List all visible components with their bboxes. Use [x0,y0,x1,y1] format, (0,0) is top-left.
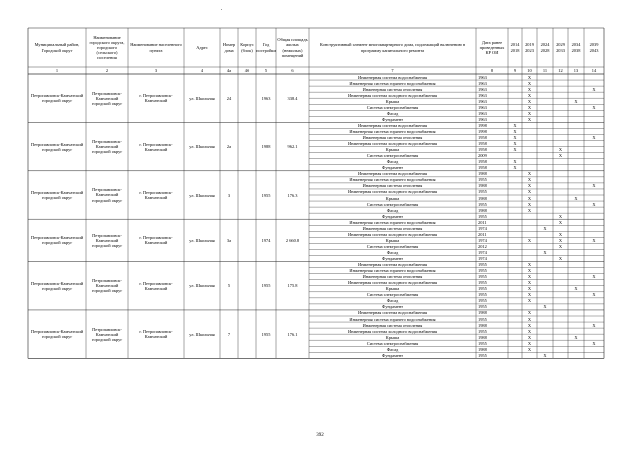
previous-repair-date: 1963 [478,92,487,98]
structural-element: Инженерная система холодного водоснабжения [347,92,438,98]
period-mark: X [527,274,532,280]
structural-element: Инженерная система холодного водоснабжения [347,189,438,195]
previous-repair-date: 1958 [478,159,487,165]
column-number: 10 [527,68,532,73]
previous-repair-date: 1988 [478,171,487,177]
structural-element: Инженерная система горячего водоснабжения [349,219,436,225]
period-mark: X [527,189,532,195]
previous-repair-date: 2011 [478,231,487,237]
floor-area: 2 660.8 [285,237,300,243]
structural-element: Система электроснабжения [366,243,419,249]
period-mark: X [592,292,596,298]
structural-element: Фундамент [381,352,404,358]
period-mark: X [558,256,563,262]
previous-repair-date: 1963 [478,110,487,116]
period-mark: X [527,310,532,316]
settlement-name: Петропавловск-Камчатский городской округ [91,278,123,294]
street-address: ул. Школьная [189,95,215,101]
period-mark: X [527,340,532,346]
structural-element: Фасад [386,298,399,304]
structural-element: Крыша [385,286,400,292]
previous-repair-date: 1974 [478,249,487,255]
previous-repair-date: 1963 [478,74,487,80]
period-mark: X [527,98,532,104]
settlement-name: Петропавловск-Камчатский городской округ [91,187,123,203]
period-mark: X [527,80,532,86]
column-number: 3 [154,68,158,73]
locality-name: г. Петропавловск-Камчатский [139,93,173,104]
structural-element: Фасад [386,110,399,116]
locality-name: г. Петропавловск-Камчатский [139,329,173,340]
previous-repair-date: 2009 [478,153,487,159]
period-mark: X [592,86,596,92]
previous-repair-date: 1955 [478,286,487,292]
period-mark: X [513,122,517,128]
period-mark: X [527,322,532,328]
previous-repair-date: 1998 [478,128,487,134]
structural-element: Фундамент [381,256,404,262]
column-number: 2 [105,68,109,73]
previous-repair-date: 1958 [478,135,487,141]
previous-repair-date: 1955 [478,316,487,322]
period-mark: X [592,104,596,110]
structural-element: Система электроснабжения [366,153,419,159]
period-mark: X [513,141,517,147]
structural-element: Инженерная система холодного водоснабжения [347,328,438,334]
structural-element: Фундамент [381,213,404,219]
period-mark: X [592,322,596,328]
period-mark: X [574,195,578,201]
structural-element: Система электроснабжения [366,340,419,346]
column-number: 11 [542,68,548,73]
structural-element: Система электроснабжения [366,104,419,110]
previous-repair-date: 1955 [478,262,487,268]
locality-name: г. Петропавловск-Камчатский [139,235,173,246]
period-mark: X [527,104,532,110]
previous-repair-date: 1958 [478,141,487,147]
previous-repair-date: 1955 [478,298,487,304]
period-mark: X [527,334,532,340]
build-year: 1974 [261,237,271,243]
district-name: Петропавловск-Камчатский городской округ [30,141,84,152]
period-mark: X [543,304,547,310]
previous-repair-date: 1963 [478,104,487,110]
previous-repair-date: 1955 [478,201,487,207]
column-header: Адрес [196,44,208,50]
period-mark: X [527,183,532,189]
previous-repair-date: 1963 [478,98,487,104]
structural-element: Инженерная система отопления [362,274,423,280]
column-number: 7 [391,68,394,73]
column-header: 2034 2038 [571,42,581,53]
period-mark: X [527,116,532,122]
previous-repair-date: 1958 [478,147,487,153]
previous-repair-date: 1988 [478,310,487,316]
floor-area: 962.1 [287,144,298,150]
structural-element: Инженерная система холодного водоснабжения [347,141,438,147]
structural-element: Инженерная система холодного водоснабжения [347,231,438,237]
column-header: Наименование городского округа, городского (сельского) поселения [89,34,125,61]
period-mark: X [527,346,532,352]
build-year: 1955 [261,192,271,198]
period-mark: X [592,340,596,346]
house-number: 24 [226,95,232,101]
page-number: 392 [316,433,324,438]
column-number: 14 [591,68,597,73]
district-name: Петропавловск-Камчатский городской округ [30,235,84,246]
previous-repair-date: 1988 [478,334,487,340]
period-mark: X [592,135,596,141]
period-mark: X [592,201,596,207]
column-header: 2019 2023 [525,42,534,53]
previous-repair-date: 1998 [478,122,487,128]
previous-repair-date: 1955 [478,189,487,195]
column-header: Наименование населенного пункта [130,42,182,53]
structural-element: Инженерная система горячего водоснабжения [349,268,436,274]
period-mark: X [527,237,532,243]
previous-repair-date: 1955 [478,340,487,346]
period-mark: X [527,268,532,274]
house-number: 5 [227,283,231,289]
column-number: 6 [291,68,294,73]
structural-element: Инженерная система горячего водоснабжения [349,128,436,134]
previous-repair-date: 1955 [478,213,487,219]
structural-element: Инженерная система водоснабжения [358,262,427,268]
column-header: Год постройки [256,42,276,53]
period-mark: X [527,171,532,177]
period-mark: X [543,249,547,255]
house-number: 7 [227,331,231,337]
structural-element: Крыша [385,334,400,340]
previous-repair-date: 1988 [478,322,487,328]
structural-element: Система электроснабжения [366,201,419,207]
structural-element: Инженерная система водоснабжения [358,310,427,316]
structural-element: Крыша [385,195,400,201]
period-mark: X [527,292,532,298]
period-mark: X [513,147,517,153]
structural-element: Инженерная система холодного водоснабжения [347,280,438,286]
structural-element: Инженерная система отопления [362,135,423,141]
structural-element: Инженерная система отопления [362,322,423,328]
house-number: 3 [227,192,231,198]
structural-element: Крыша [385,147,400,153]
structural-element: Фасад [386,249,399,255]
column-number: 4б [244,68,250,73]
column-number: 13 [573,68,579,73]
structural-element: Инженерная система водоснабжения [358,74,427,80]
period-mark: X [558,243,563,249]
structural-element: Фасад [386,346,399,352]
period-mark: X [527,86,532,92]
structural-element: Инженерная система горячего водоснабжения [349,316,436,322]
settlement-name: Петропавловск-Камчатский городской округ [91,138,123,155]
period-mark: X [527,262,532,268]
previous-repair-date: 2011 [478,219,487,225]
column-header: Конструктивный элемент многоквартирного дома, подлежащий включению в программу капитального ремонта [319,42,466,53]
period-mark: X [513,128,517,134]
period-mark: X [558,153,563,159]
period-mark: X [527,201,532,207]
street-address: ул. Школьная [189,192,215,198]
previous-repair-date: 1988 [478,195,487,201]
settlement-name: Петропавловск-Камчатский городской округ [91,90,123,106]
previous-repair-date: 1955 [478,280,487,286]
period-mark: X [527,177,532,183]
locality-name: г. Петропавловск-Камчатский [139,141,173,152]
column-header: 2024 2028 [540,42,550,53]
column-header: Общая площадь жилых (нежилых) помещений [277,37,308,58]
previous-repair-date: 1974 [478,237,487,243]
column-header: Номер дома [222,42,236,53]
street-address: ул. Школьная [189,283,215,289]
locality-name: г. Петропавловск-Камчатский [139,280,173,291]
period-mark: X [558,213,563,219]
period-mark: X [592,274,596,280]
period-mark: X [527,110,532,116]
locality-name: г. Петропавловск-Камчатский [139,189,173,200]
previous-repair-date: 2012 [478,243,487,249]
district-name: Петропавловск-Камчатский городской округ [30,280,84,291]
column-header: 2014 2018 [510,42,520,53]
period-mark: X [527,286,532,292]
house-number: 3а [226,237,232,243]
period-mark: X [574,334,578,340]
column-number: 8 [490,68,494,73]
period-mark: X [527,207,532,213]
previous-repair-date: 1988 [478,183,487,189]
column-header: 2029 2033 [556,42,565,53]
period-mark: X [527,195,532,201]
period-mark: X [558,219,563,225]
structural-element: Инженерная система отопления [362,183,423,189]
structural-element: Инженерная система водоснабжения [358,122,427,128]
period-mark: X [558,237,563,243]
build-year: 1988 [261,144,271,150]
period-mark: X [527,92,532,98]
previous-repair-date: 1974 [478,256,487,262]
period-mark: X [527,280,532,286]
previous-repair-date: 1974 [478,225,487,231]
previous-repair-date: 1955 [478,274,487,280]
structural-element: Инженерная система горячего водоснабжения [349,177,436,183]
structural-element: Система электроснабжения [366,292,419,298]
street-address: ул. Школьная [189,237,215,243]
previous-repair-date: 1955 [478,352,487,358]
column-number: 4а [226,68,232,73]
period-mark: X [543,352,547,358]
previous-repair-date: 1958 [478,165,487,171]
floor-area: 338.4 [287,95,298,101]
column-header: Корпус (блок) [240,42,254,53]
district-name: Петропавловск-Камчатский городской округ [30,93,84,104]
structural-element: Инженерная система отопления [362,225,423,231]
build-year: 1955 [261,331,271,337]
column-header: Дата ранее проведенных КР ОИ [479,39,505,56]
period-mark: X [558,147,563,153]
settlement-name: Петропавловск-Камчатский городской округ [91,326,123,342]
column-header: Муниципальный район, Городской округ [34,42,80,53]
period-mark: X [543,225,547,231]
structural-element: Фасад [386,159,399,165]
previous-repair-date: 1988 [478,346,487,352]
period-mark: X [558,231,563,237]
previous-repair-date: 1955 [478,328,487,334]
period-mark: X [592,237,596,243]
column-number: 5 [264,68,268,73]
structural-element: Фундамент [381,165,404,171]
period-mark: X [527,74,532,80]
period-mark: X [527,316,532,322]
column-number: 1 [55,68,59,73]
period-mark: X [513,165,517,171]
street-address: ул. Школьная [189,331,215,337]
structural-element: Фундамент [381,304,404,310]
district-name: Петропавловск-Камчатский городской округ [30,189,84,200]
period-mark: X [574,286,578,292]
period-mark: X [592,183,596,189]
house-number: 2а [226,144,232,150]
structural-element: Инженерная система водоснабжения [358,171,427,177]
street-address: ул. Школьная [189,144,215,150]
floor-area: 175.8 [287,283,298,289]
structural-element: Инженерная система отопления [362,86,423,92]
structural-element: Фундамент [381,116,404,122]
previous-repair-date: 1963 [478,86,487,92]
build-year: 1955 [261,283,271,289]
previous-repair-date: 1955 [478,292,487,298]
previous-repair-date: 1955 [478,177,487,183]
period-mark: X [527,298,532,304]
structural-element: Крыша [385,98,400,104]
previous-repair-date: 1963 [478,116,487,122]
period-mark: X [527,328,532,334]
structural-element: Фасад [386,207,399,213]
previous-repair-date: 1955 [478,304,487,310]
column-number: 9 [513,68,517,73]
period-mark: X [513,135,517,141]
column-number: 12 [558,68,563,73]
structural-element: Крыша [385,237,400,243]
floor-area: 176.3 [287,192,298,198]
previous-repair-date: 1955 [478,268,487,274]
period-mark: X [574,98,578,104]
build-year: 1963 [261,95,271,101]
structural-element: Инженерная система горячего водоснабжения [349,80,436,86]
period-mark: X [513,159,517,165]
floor-area: 176.1 [287,331,298,337]
settlement-name: Петропавловск-Камчатский городской округ [91,232,123,248]
previous-repair-date: 1963 [478,80,487,86]
district-name: Петропавловск-Камчатский городской округ [30,329,84,340]
column-number: 4 [200,68,204,73]
column-header: 2039 2043 [589,42,599,53]
previous-repair-date: 1988 [478,207,487,213]
